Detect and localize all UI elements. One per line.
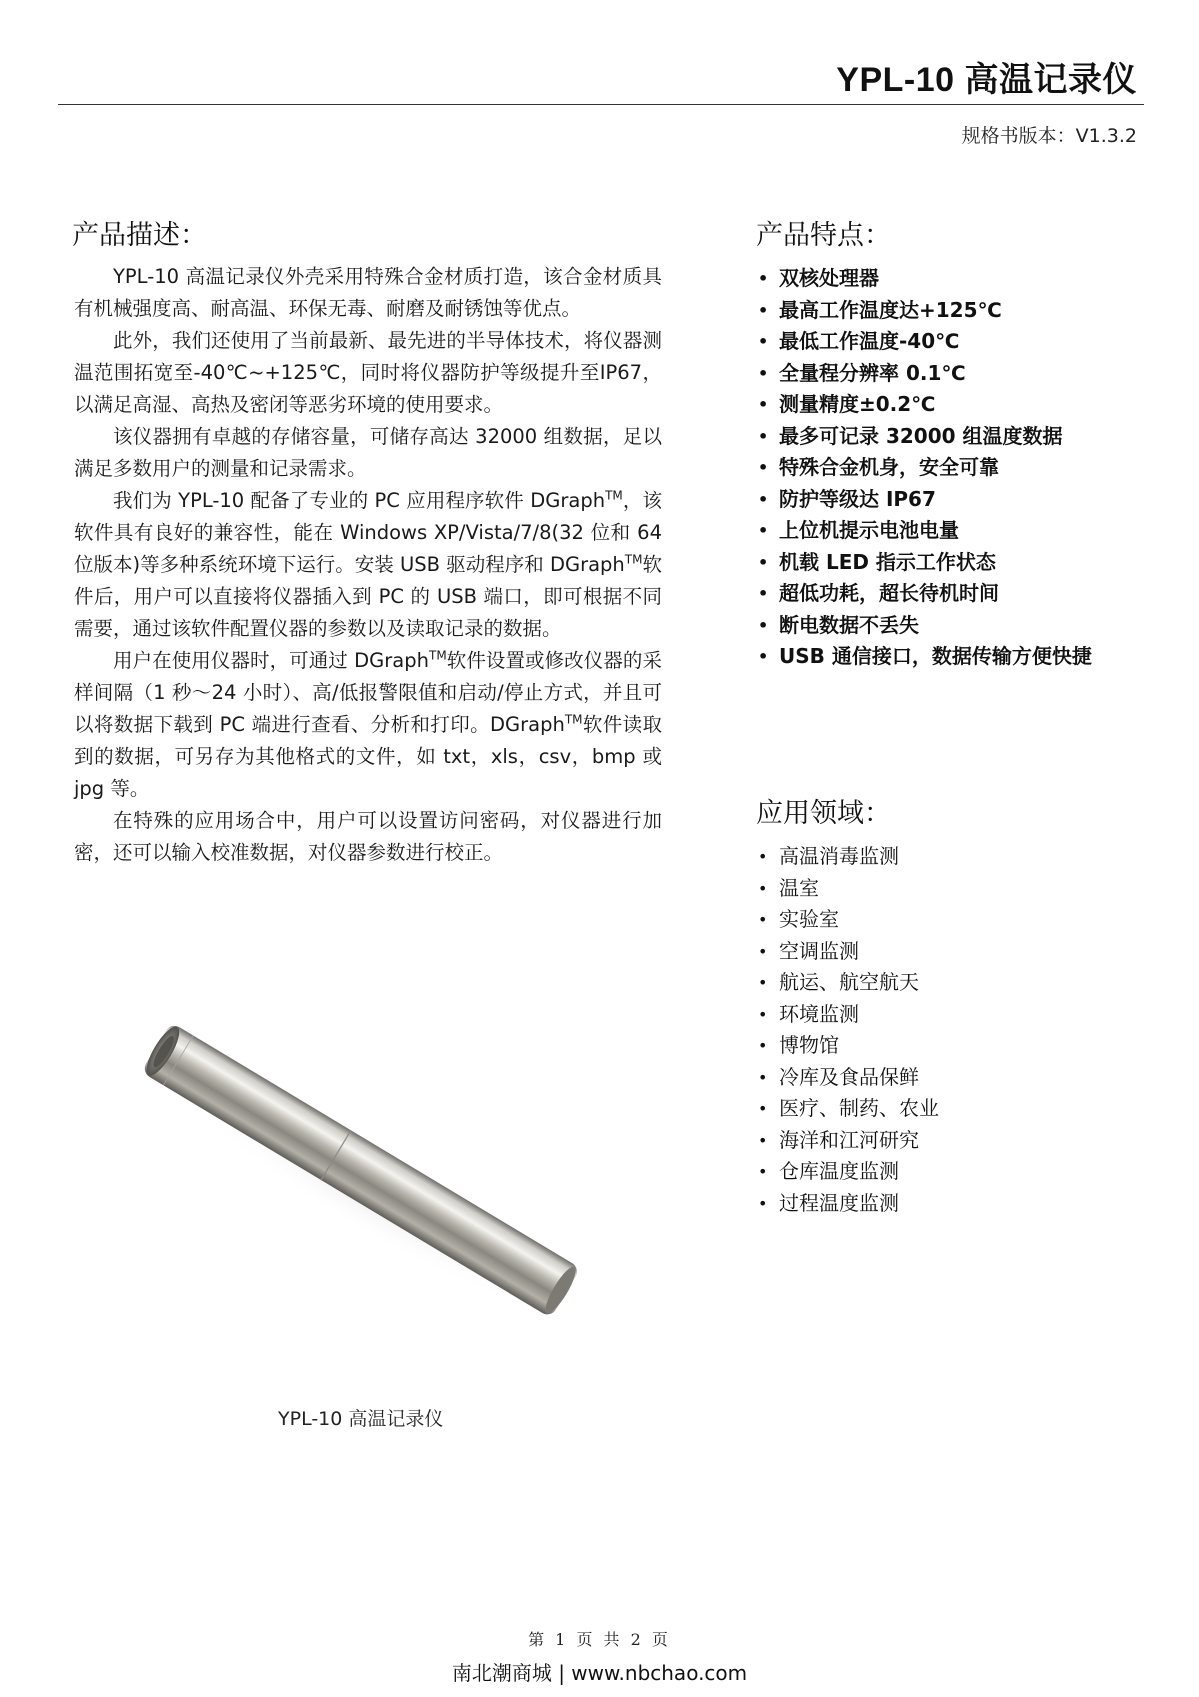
description-paragraph (74, 485, 662, 645)
description-paragraph: 该仪器拥有卓越的存储容量，可储存高达 32000 组数据，足以满足多数用户的测量和记录需求。 (74, 425, 662, 480)
document-title: YPL-10 高温记录仪 (836, 61, 1137, 99)
feature-item: • 最低工作温度-40℃ (756, 326, 1092, 358)
image-caption: YPL-10 高温记录仪 (278, 1408, 444, 1430)
header-divider (58, 104, 1144, 105)
applications-list (756, 841, 939, 1219)
trademark-mark: TM (564, 712, 583, 727)
application-item: • 高温消毒监测 (756, 841, 939, 873)
site-footer: 南北潮商城 | www.nbchao.com (451, 1661, 748, 1685)
trademark-mark: TM (605, 488, 623, 503)
application-item: • 博物馆 (756, 1030, 939, 1062)
text-run: 软件后，用户可以直接将仪器插入到 PC 的 USB 端口，即可根据不同需要，通过该软件配置仪器的参数以及读取记录的数据。 (74, 553, 662, 640)
application-item: • 航运、航空航天 (756, 967, 939, 999)
feature-item: • 断电数据不丢失 (756, 610, 1092, 642)
description-paragraph (74, 645, 662, 805)
feature-item: • 超低功耗，超长待机时间 (756, 578, 1092, 610)
feature-item: • 最高工作温度达+125℃ (756, 295, 1092, 327)
text-run: 我们为 YPL-10 配备了专业的 PC 应用程序软件 DGraph (113, 489, 606, 512)
description-paragraph: 在特殊的应用场合中，用户可以设置访问密码，对仪器进行加密，还可以输入校准数据，对仪器参数进行校正。 (74, 809, 662, 864)
description-body (74, 261, 662, 869)
application-item: • 温室 (756, 873, 939, 905)
page-number: 第 1 页 共 2 页 (528, 1630, 671, 1649)
feature-item: • 上位机提示电池电量 (756, 515, 1092, 547)
applications-heading: 应用领域： (756, 798, 891, 829)
application-item: • 冷库及食品保鲜 (756, 1062, 939, 1094)
features-list (756, 263, 1092, 673)
application-item: • 仓库温度监测 (756, 1156, 939, 1188)
feature-item: • 双核处理器 (756, 263, 1092, 295)
text-run: 软件读取到的数据，可另存为其他格式的文件，如 txt，xls，csv，bmp 或 jpg 等。 (74, 713, 662, 800)
text-run: 软件设置或修改仪器的采样间隔（1 秒～24 小时）、高/低报警限值和启动/停止方式，并且可以将数据下载到 PC 端进行查看、分析和打印。DGraph (74, 649, 662, 736)
trademark-mark: TM (428, 648, 447, 663)
description-paragraph: YPL-10 高温记录仪外壳采用特殊合金材质打造，该合金材质具有机械强度高、耐高温、环保无毒、耐磨及耐锈蚀等优点。 (74, 265, 662, 320)
feature-item: • 机载 LED 指示工作状态 (756, 547, 1092, 579)
text-run: 用户在使用仪器时，可通过 DGraph (113, 649, 429, 672)
feature-item: • 最多可记录 32000 组温度数据 (756, 421, 1092, 453)
feature-item: • 全量程分辨率 0.1℃ (756, 358, 1092, 390)
text-run: ，该软件具有良好的兼容性，能在 Windows XP/Vista/7/8(32 位和 64 位版本)等多种系统环境下运行。安装 USB 驱动程序和 DGraph (74, 489, 662, 576)
feature-item: • USB 通信接口，数据传输方便快捷 (756, 641, 1092, 673)
spec-version: 规格书版本：V1.3.2 (961, 125, 1137, 147)
application-item: • 医疗、制药、农业 (756, 1093, 939, 1125)
application-item: • 空调监测 (756, 936, 939, 968)
features-heading: 产品特点： (756, 220, 891, 251)
product-photo (118, 1005, 608, 1325)
application-item: • 实验室 (756, 904, 939, 936)
description-paragraph: 此外，我们还使用了当前最新、最先进的半导体技术，将仪器测温范围拓宽至-40℃~+125℃，同时将仪器防护等级提升至IP67，以满足高湿、高热及密闭等恶劣环境的使用要求。 (74, 329, 662, 416)
application-item: • 环境监测 (756, 999, 939, 1031)
feature-item: • 防护等级达 IP67 (756, 484, 1092, 516)
trademark-mark: TM (624, 552, 643, 567)
application-item: • 过程温度监测 (756, 1188, 939, 1220)
feature-item: • 特殊合金机身，安全可靠 (756, 452, 1092, 484)
feature-item: • 测量精度±0.2℃ (756, 389, 1092, 421)
description-heading: 产品描述： (72, 220, 207, 251)
application-item: • 海洋和江河研究 (756, 1125, 939, 1157)
